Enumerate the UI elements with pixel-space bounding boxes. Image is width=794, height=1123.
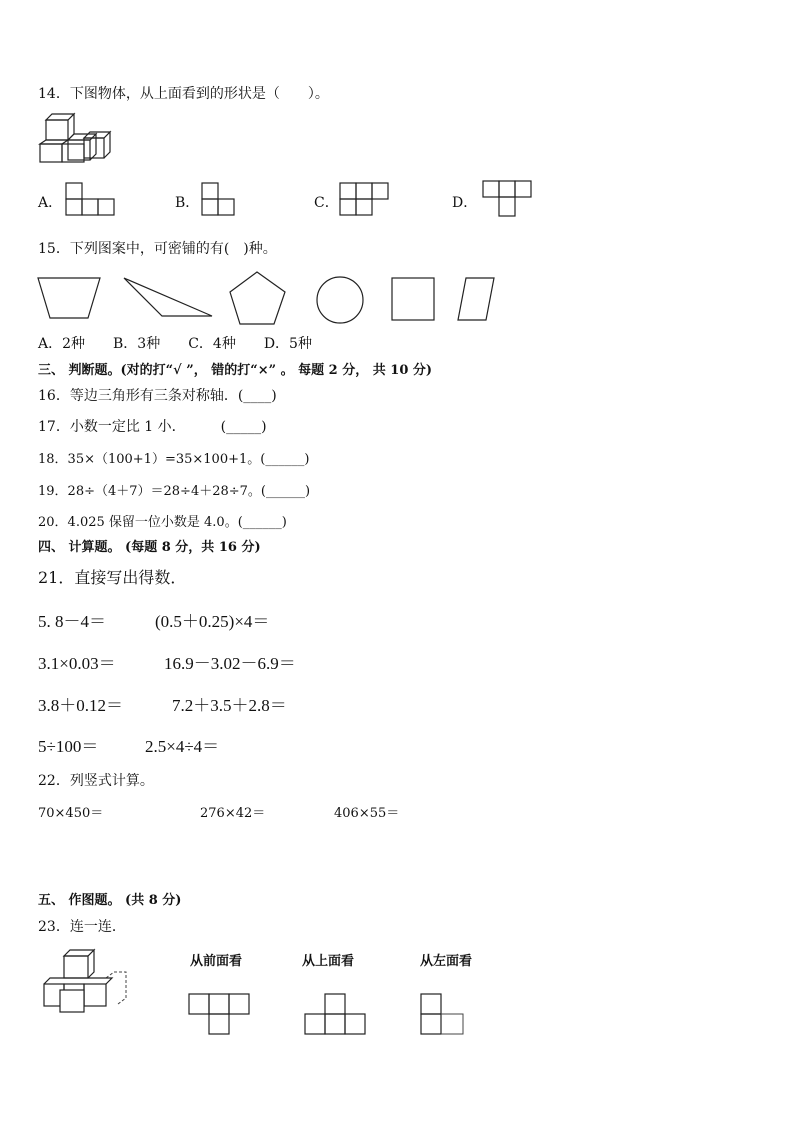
vertical-calc-3: 406×55＝ <box>334 806 400 821</box>
q16-text: 16．等边三角形有三条对称轴．(____) <box>38 388 277 404</box>
view-front-figure <box>188 993 252 1035</box>
q14-option-a-figure <box>65 182 115 218</box>
calc-2a: 3.1×0.03＝ <box>38 654 116 673</box>
section3-heading: 三、 判断题。(对的打“√ ”， 错的打“×” 。 每题 2 分， 共 10 分) <box>38 363 433 378</box>
q14-option-b-label: B． <box>175 195 200 211</box>
q15-choices: A．2种 B．3种 C．4种 D．5种 <box>38 336 312 352</box>
q23-text: 23．连一连． <box>38 919 126 935</box>
view-top-figure <box>304 993 368 1035</box>
calc-1a: 5. 8－4＝ <box>38 612 106 631</box>
q15-triangle-shape <box>122 276 214 320</box>
view-front-label: 从前面看 <box>190 954 243 969</box>
q18-text: 18．35×（100+1）=35×100+1。(______) <box>38 452 310 467</box>
calc-2b: 16.9－3.02－6.9＝ <box>164 654 296 673</box>
section5-heading: 五、 作图题。 (共 8 分) <box>38 893 182 908</box>
q15-trapezoid-shape <box>36 276 102 320</box>
q15-circle-shape <box>315 276 365 326</box>
q14-option-d-label: D． <box>452 195 478 211</box>
view-left-label: 从左面看 <box>420 954 473 969</box>
q20-text: 20．4.025 保留一位小数是 4.0。(______) <box>38 515 287 530</box>
q15-text: 15．下列图案中，可密铺的有( )种。 <box>38 241 277 257</box>
q14-option-d-figure <box>482 180 532 220</box>
q23-cube-figure <box>42 948 128 1016</box>
q17-text: 17．小数一定比 1 小． (_____) <box>38 419 267 435</box>
q22-text: 22．列竖式计算。 <box>38 773 154 789</box>
q14-cube-figure <box>38 110 113 166</box>
calc-4a: 5÷100＝ <box>38 737 99 756</box>
q14-option-b-figure <box>201 182 237 218</box>
calc-3b: 7.2＋3.5＋2.8＝ <box>172 696 287 715</box>
vertical-calc-1: 70×450＝ <box>38 806 104 821</box>
vertical-calc-2: 276×42＝ <box>200 806 266 821</box>
q15-pentagon-shape <box>228 270 288 326</box>
q14-option-a-label: A． <box>38 195 63 211</box>
q19-text: 19．28÷（4＋7）＝28÷4＋28÷7。(______) <box>38 484 311 499</box>
view-top-label: 从上面看 <box>302 954 355 969</box>
q15-parallelogram-shape <box>456 276 496 322</box>
calc-3a: 3.8＋0.12＝ <box>38 696 123 715</box>
view-left-figure <box>420 993 466 1035</box>
calc-4b: 2.5×4÷4＝ <box>145 737 220 756</box>
q14-text: 14．下图物体，从上面看到的形状是（ ）。 <box>38 86 329 102</box>
q14-option-c-label: C． <box>314 195 339 211</box>
calc-1b: (0.5＋0.25)×4＝ <box>155 612 270 631</box>
q21-text: 21．直接写出得数． <box>38 568 187 587</box>
q15-square-shape <box>390 276 436 322</box>
q14-option-c-figure <box>339 182 389 218</box>
section4-heading: 四、 计算题。 (每题 8 分，共 16 分) <box>38 540 261 555</box>
